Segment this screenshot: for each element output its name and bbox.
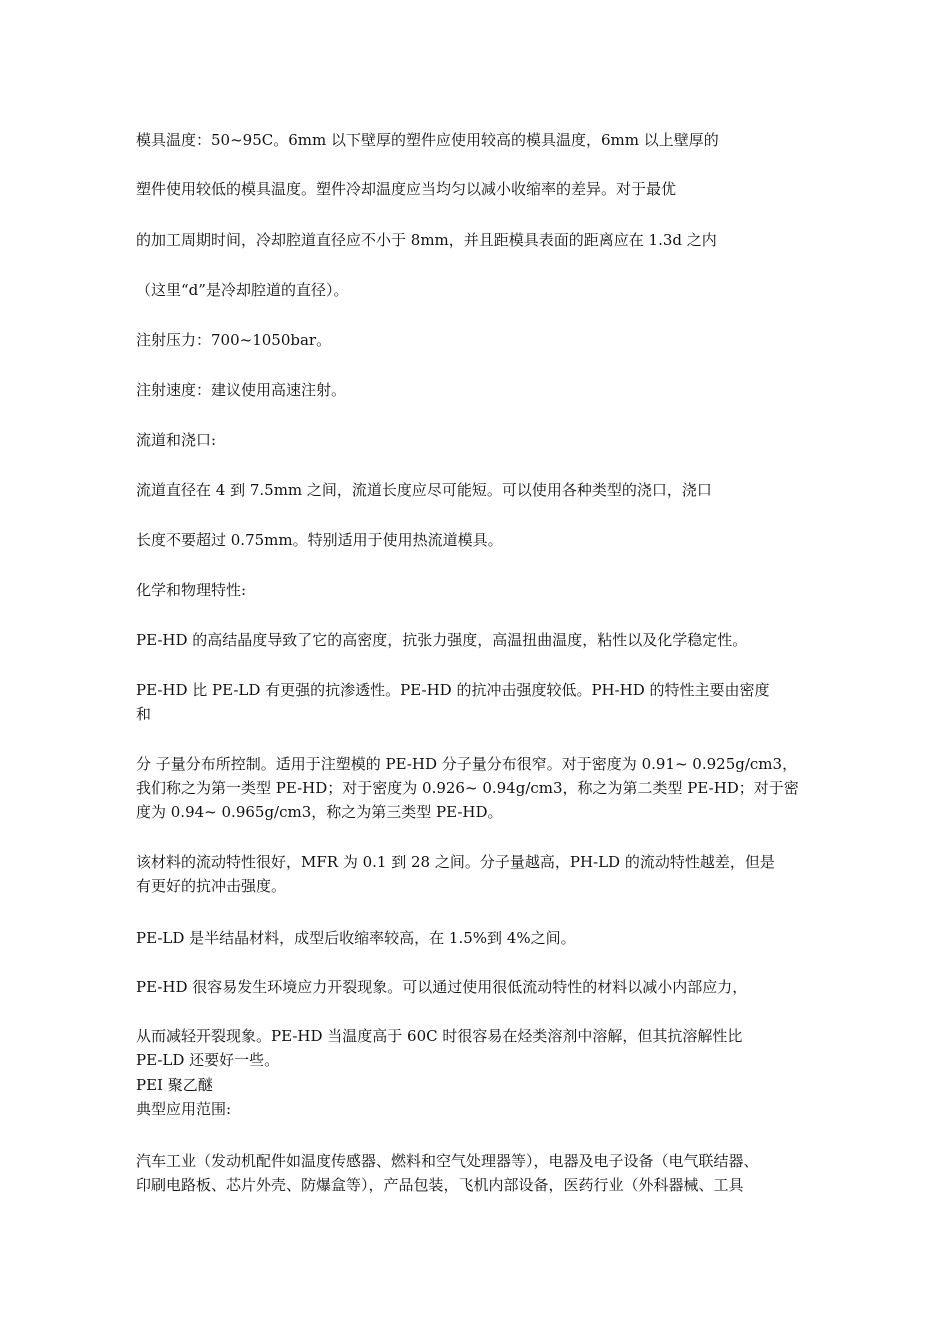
text-line: 注射速度：建议使用高速注射。 <box>136 381 347 399</box>
text-line: 的加工周期时间，冷却腔道直径应不小于 8mm，并且距模具表面的距离应在 1.3d 之内 <box>136 231 717 249</box>
text-line: 和 <box>136 705 152 723</box>
text-line: PE-HD 的高结晶度导致了它的高密度，抗张力强度，高温扭曲温度，粘性以及化学稳定性。 <box>136 631 748 649</box>
text-line: 塑件使用较低的模具温度。塑件冷却温度应当均匀以减小收缩率的差异。对于最优 <box>136 180 677 198</box>
text-line: （这里“d”是冷却腔道的直径）。 <box>136 281 349 299</box>
text-line: 长度不要超过 0.75mm。特别适用于使用热流道模具。 <box>136 531 503 549</box>
text-line: 该材料的流动特性很好，MFR 为 0.1 到 28 之间。分子量越高，PH-LD 的流动特性越差，但是 <box>136 853 775 871</box>
text-line: PE-LD 是半结晶材料，成型后收缩率较高，在 1.5%到 4%之间。 <box>136 929 576 947</box>
text-line: 度为 0.94~ 0.965g/cm3，称之为第三类型 PE-HD。 <box>136 803 503 821</box>
text-line: PE-LD 还要好一些。 <box>136 1051 280 1069</box>
text-line: 印刷电路板、芯片外壳、防爆盒等），产品包装，飞机内部设备，医药行业（外科器械、工具 <box>136 1176 744 1194</box>
text-line: PE-HD 很容易发生环境应力开裂现象。可以通过使用很低流动特性的材料以减小内部应力， <box>136 978 748 996</box>
text-line: 我们称之为第一类型 PE-HD；对于密度为 0.926~ 0.94g/cm3，称之为第二类型 PE-HD；对于密 <box>136 779 799 797</box>
text-line: 注射压力：700~1050bar。 <box>136 331 332 349</box>
text-line: 分 子量分布所控制。适用于注塑模的 PE-HD 分子量分布很窄。对于密度为 0.91~ 0.925g/cm3， <box>136 755 798 773</box>
section-heading: 典型应用范围: <box>136 1100 232 1118</box>
section-heading: 流道和浇口: <box>136 431 217 449</box>
section-heading: 化学和物理特性: <box>136 581 247 599</box>
text-line: 从而减轻开裂现象。PE-HD 当温度高于 60C 时很容易在烃类溶剂中溶解，但其抗溶解性比 <box>136 1027 743 1045</box>
text-line: 汽车工业（发动机配件如温度传感器、燃料和空气处理器等），电器及电子设备（电气联结器、 <box>136 1152 759 1170</box>
text-line: 有更好的抗冲击强度。 <box>136 877 287 895</box>
text-line: 流道直径在 4 到 7.5mm 之间，流道长度应尽可能短。可以使用各种类型的浇口，浇口 <box>136 481 712 499</box>
section-heading: PEI 聚乙醚 <box>136 1076 213 1094</box>
text-line: PE-HD 比 PE-LD 有更强的抗渗透性。PE-HD 的抗冲击强度较低。PH-HD 的特性主要由密度 <box>136 681 770 699</box>
text-line: 模具温度：50~95C。6mm 以下壁厚的塑件应使用较高的模具温度，6mm 以上壁厚的 <box>136 131 719 149</box>
